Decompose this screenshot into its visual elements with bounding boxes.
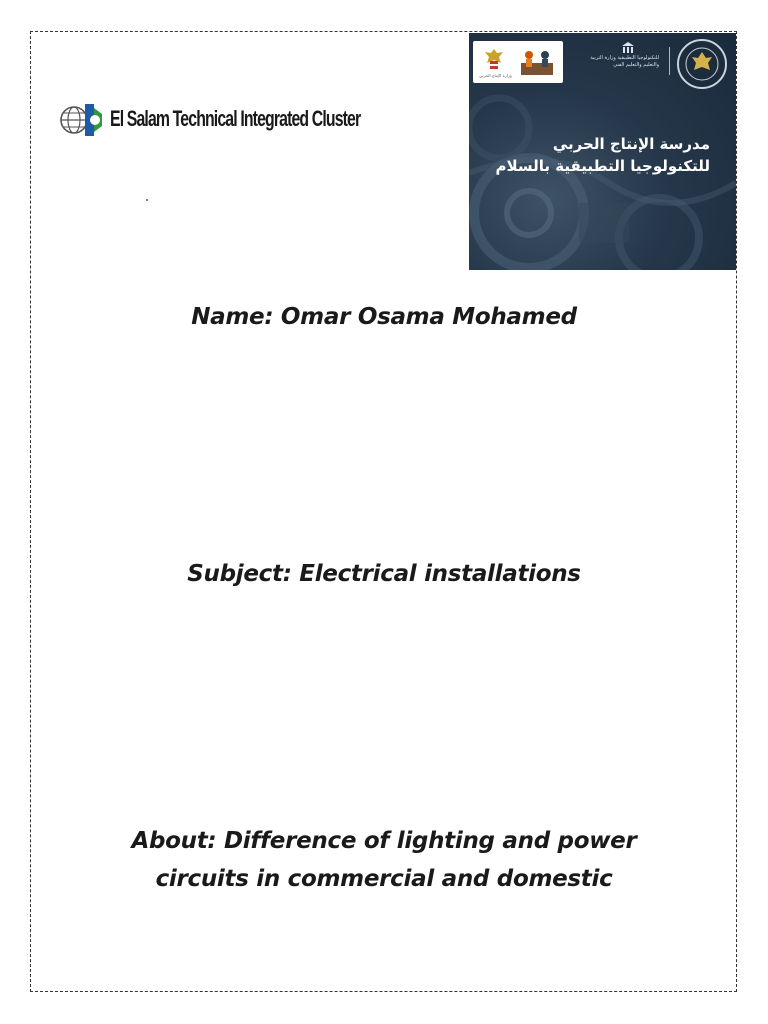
- banner-title: [480, 133, 710, 177]
- school-banner: [469, 33, 736, 270]
- school-logo: [58, 98, 361, 146]
- eagle-emblem-icon: [483, 47, 505, 71]
- school-logo-text: El Salam Technical Integrated Cluster: [110, 106, 361, 131]
- banner-title-line-2: للتكنولوجيا التطبيقية بالسلام: [495, 157, 710, 175]
- banner-divider: [669, 47, 670, 75]
- subject-line: Subject: Electrical installations: [187, 561, 581, 587]
- workers-emblem-icon: [517, 45, 557, 79]
- ministry-text: للتكنولوجيا التطبيقية وزارة التربية والتعليم والتعليم الفني: [590, 55, 659, 68]
- about-line-2: circuits in commercial and domestic: [155, 866, 613, 892]
- banner-title-line-1: مدرسة الإنتاج الحربي: [552, 135, 710, 153]
- stray-dot: [146, 199, 148, 201]
- about-line-1: About: Difference of lighting and power: [131, 828, 637, 854]
- ministry-seal-icon: [676, 38, 728, 90]
- student-name: Name: Omar Osama Mohamed: [191, 304, 577, 330]
- banner-caption: وزارة الإنتاج الحربي: [479, 73, 512, 78]
- globe-gear-logo-icon: [58, 98, 104, 144]
- ministry-building-icon: [621, 41, 635, 55]
- ministry-logos-box: [473, 41, 563, 83]
- about-block: [60, 822, 708, 898]
